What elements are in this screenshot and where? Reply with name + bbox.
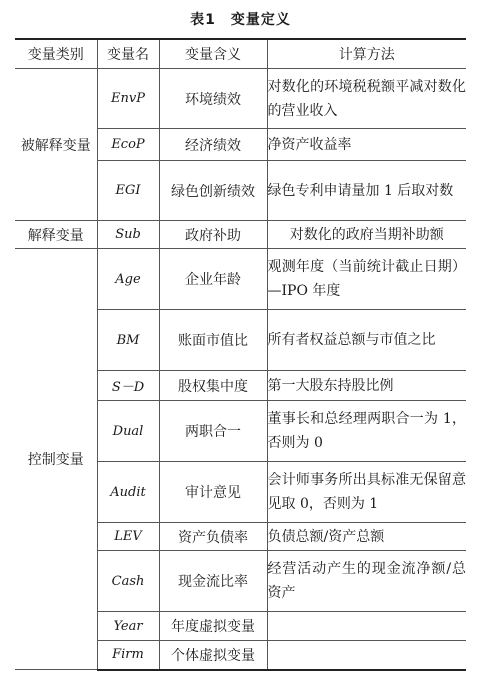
variable-method: 负债总额/资产总额: [267, 523, 466, 551]
variable-name: Age: [97, 249, 159, 310]
variable-name: EGI: [97, 161, 159, 221]
variable-meaning: 政府补助: [159, 221, 267, 249]
variable-name: Audit: [97, 462, 159, 523]
table-title: 表1 变量定义: [190, 12, 291, 28]
variable-name: BM: [97, 310, 159, 371]
table-row: [15, 69, 466, 129]
variable-method: [267, 641, 466, 670]
variable-meaning: 资产负债率: [159, 523, 267, 551]
variable-method: 绿色专利申请量加 1 后取对数: [267, 161, 466, 221]
category-explained: 被解释变量: [15, 69, 97, 221]
variable-method: 第一大股东持股比例: [267, 371, 466, 401]
header-category: 变量类别: [15, 39, 97, 69]
variable-name: LEV: [97, 523, 159, 551]
variable-method: 董事长和总经理两职合一为 1，否则为 0: [267, 401, 466, 462]
header-meaning: 变量含义: [159, 39, 267, 69]
variable-name: EnvP: [97, 69, 159, 129]
variable-name: Dual: [97, 401, 159, 462]
variable-name: EcoP: [97, 129, 159, 161]
variable-meaning: 年度虚拟变量: [159, 612, 267, 641]
variable-method: 净资产收益率: [267, 129, 466, 161]
table-row: [15, 249, 466, 310]
header-variable-name: 变量名: [97, 39, 159, 69]
variable-definition-table: [15, 38, 466, 671]
variable-method: 对数化的政府当期补助额: [267, 221, 466, 249]
variable-method: 所有者权益总额与市值之比: [267, 310, 466, 371]
variable-meaning: 个体虚拟变量: [159, 641, 267, 670]
variable-meaning: 股权集中度: [159, 371, 267, 401]
category-control: 控制变量: [15, 249, 97, 670]
variable-meaning: 现金流比率: [159, 551, 267, 612]
variable-method: 经营活动产生的现金流净额/总资产: [267, 551, 466, 612]
table-row: [15, 221, 466, 249]
table-header-row: [15, 39, 466, 69]
variable-name: Firm: [97, 641, 159, 670]
variable-meaning: 企业年龄: [159, 249, 267, 310]
variable-method: 对数化的环境税税额平减对数化的营业收入: [267, 69, 466, 129]
variable-meaning: 账面市值比: [159, 310, 267, 371]
variable-method: [267, 612, 466, 641]
header-method: 计算方法: [267, 39, 466, 69]
variable-meaning: 审计意见: [159, 462, 267, 523]
variable-name: S－D: [97, 371, 159, 401]
variable-meaning: 绿色创新绩效: [159, 161, 267, 221]
variable-meaning: 两职合一: [159, 401, 267, 462]
variable-method: 会计师事务所出具标准无保留意见取 0，否则为 1: [267, 462, 466, 523]
variable-meaning: 环境绩效: [159, 69, 267, 129]
variable-meaning: 经济绩效: [159, 129, 267, 161]
variable-name: Sub: [97, 221, 159, 249]
variable-method: 观测年度（当前统计截止日期）—IPO 年度: [267, 249, 466, 310]
variable-name: Cash: [97, 551, 159, 612]
category-explanatory: 解释变量: [15, 221, 97, 249]
variable-name: Year: [97, 612, 159, 641]
